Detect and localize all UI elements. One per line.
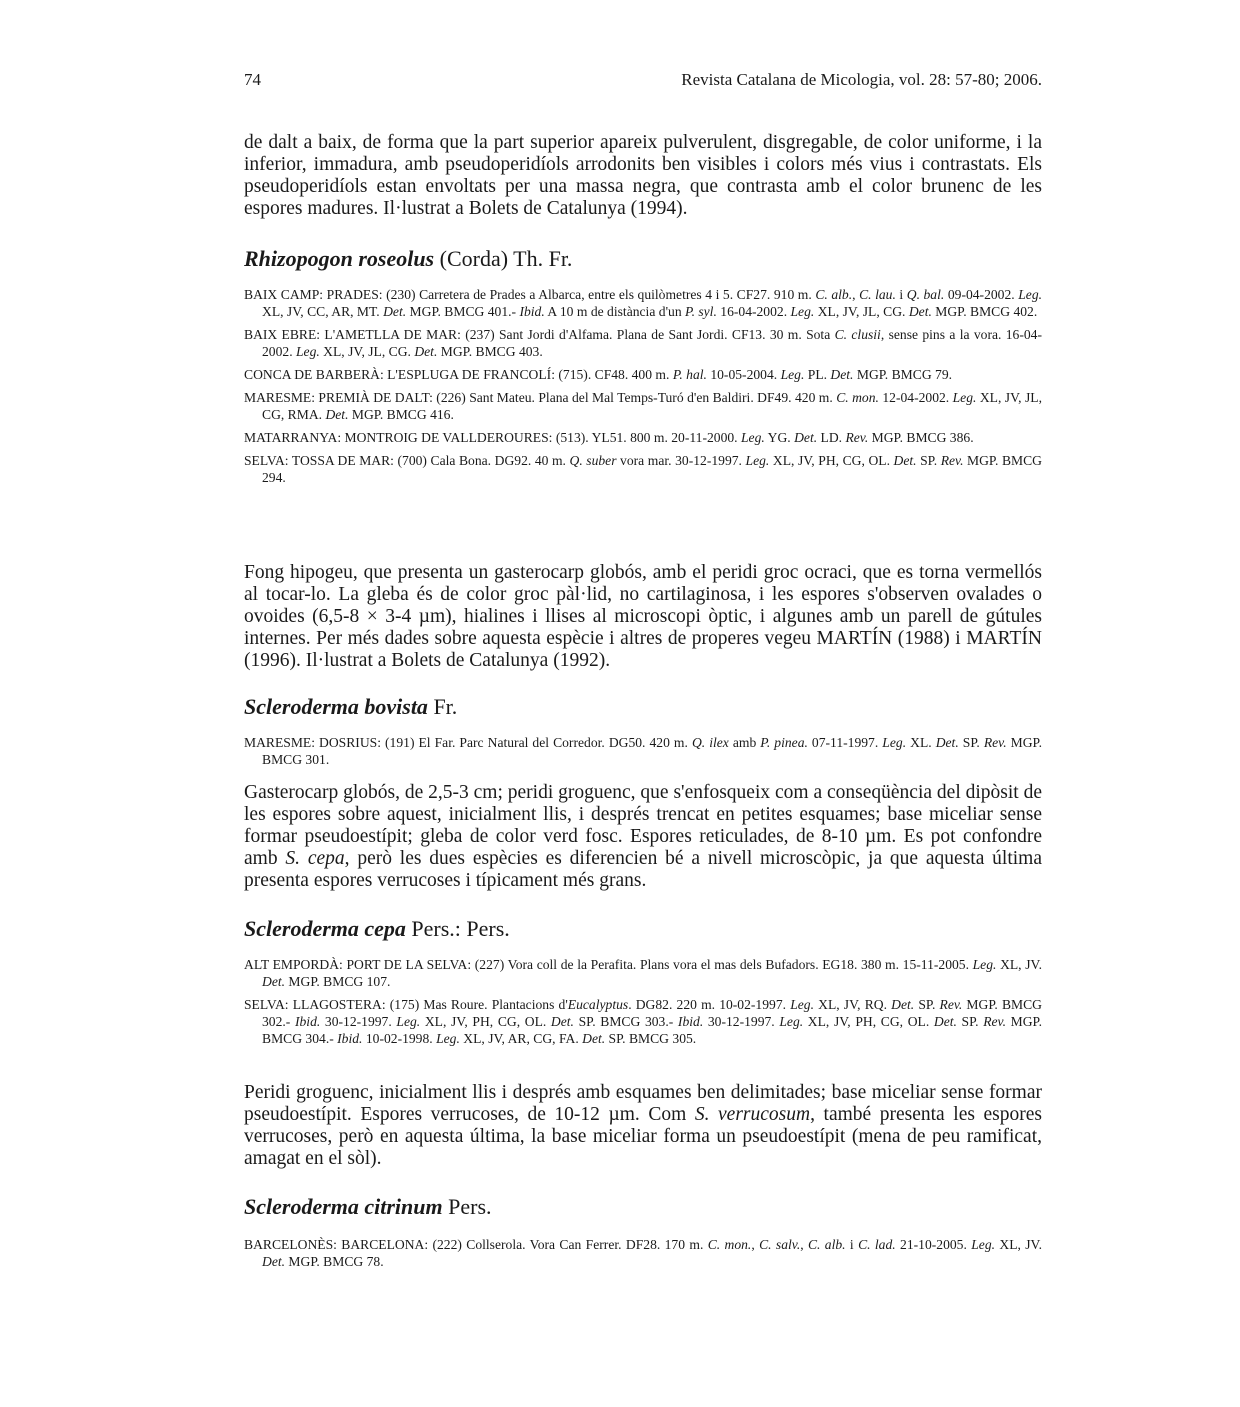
italic-text: Leg.: [295, 344, 320, 359]
text-run: XL, JV.: [996, 957, 1042, 972]
italic-text: Eucalyptus: [567, 997, 629, 1012]
italic-text: Rev.: [940, 453, 964, 468]
species-name: Scleroderma citrinum: [244, 1194, 443, 1219]
text-run: 10-02-1998.: [362, 1031, 437, 1046]
italic-text: Leg.: [790, 304, 815, 319]
text-run: XL, JV.: [995, 1237, 1043, 1252]
italic-text: Leg.: [396, 1014, 421, 1029]
species-author: Pers.: Pers.: [405, 916, 510, 941]
text-run: BAIX EBRE: L'AMETLLA DE MAR: (237) Sant Jordi d'Alfama. Plana de Sant Jordi. CF13. 30 m. Sota: [244, 327, 835, 342]
italic-text: C. alb.: [807, 1237, 846, 1252]
italic-text: S. verrucosum: [694, 1104, 811, 1125]
text-run: SP.: [958, 735, 984, 750]
text-run: 10-05-2004.: [706, 367, 781, 382]
specimen-record: [244, 996, 1042, 1047]
running-title: Revista Catalana de Micologia, vol. 28: 57-80; 2006.: [681, 70, 1042, 89]
text-run: MGP. BMCG 78.: [285, 1254, 384, 1269]
text-run: 09-04-2002.: [944, 287, 1019, 302]
specimen-record: [244, 956, 1042, 990]
body-paragraph: [244, 1082, 1042, 1170]
text-run: Gasterocarp globós, de 2,5-3 cm; peridi groguenc, que s'enfosqueix com a conseqüència del dipòsit de les espores sobre aquest, inicialment llis, i després trencat en petites esquames; base miceliar sense formar pseudoestípit; gleba de color verd fosc. Espores reticulades, de 8-10 µm. Es pot confondre amb: [244, 782, 1042, 869]
text-run: ALT EMPORDÀ: PORT DE LA SELVA: (227) Vora coll de la Perafita. Plans vora el mas dels Bufadors. EG18. 380 m. 15-11-2005.: [244, 957, 973, 972]
specimen-record: [244, 366, 1042, 383]
italic-text: Leg.: [972, 957, 997, 972]
text-run: ,: [852, 287, 860, 302]
text-run: LD.: [817, 430, 846, 445]
text-run: PL.: [804, 367, 831, 382]
text-run: 16-04-2002.: [716, 304, 791, 319]
text-run: MARESME: PREMIÀ DE DALT: (226) Sant Mateu. Plana del Mal Temps-Turó d'en Baldiri. DF49. 420 m.: [244, 390, 837, 405]
text-run: MGP. BMCG 302.-: [262, 997, 1042, 1029]
text-run: BARCELONÈS: BARCELONA: (222) Collserola. Vora Can Ferrer. DF28. 170 m.: [244, 1237, 708, 1252]
species-heading-scleroderma-cepa: [244, 916, 1042, 942]
text-run: 30-12-1997.: [320, 1014, 397, 1029]
text-run: SP.: [916, 453, 941, 468]
italic-text: C. salv.: [759, 1237, 801, 1252]
text-run: MGP. BMCG 304.-: [262, 1014, 1042, 1046]
text-run: MGP. BMCG 386.: [868, 430, 974, 445]
text-run: , també presenta les espores verrucoses, però en aquesta última, la base miceliar forma un pseudoestípit (mena de peu ramificat, amagat en el sòl).: [244, 1104, 1042, 1169]
text-run: SP.: [956, 1014, 984, 1029]
text-run: XL, JV, JL, CG.: [319, 344, 415, 359]
italic-text: Det.: [935, 735, 959, 750]
text-run: ,: [800, 1237, 808, 1252]
text-run: MGP. BMCG 401.-: [406, 304, 520, 319]
text-run: SP. BMCG 303.-: [573, 1014, 678, 1029]
italic-text: Q. bal.: [906, 287, 945, 302]
text-run: SELVA: TOSSA DE MAR: (700) Cala Bona. DG92. 40 m.: [244, 453, 570, 468]
text-run: MGP. BMCG 294.: [262, 453, 1042, 485]
text-run: . DG82. 220 m. 10-02-1997.: [628, 997, 791, 1012]
text-run: XL, JV, RQ.: [813, 997, 892, 1012]
italic-text: Leg.: [882, 735, 907, 750]
text-run: XL, JV, PH, CG, OL.: [420, 1014, 551, 1029]
specimen-record: [244, 389, 1042, 423]
intro-paragraph: [244, 132, 1042, 220]
text-run: MGP. BMCG 301.: [262, 735, 1042, 767]
italic-text: C. mon.: [707, 1237, 752, 1252]
text-run: XL.: [906, 735, 936, 750]
italic-text: Det.: [325, 407, 349, 422]
text-run: amb: [728, 735, 761, 750]
text-run: MARESME: DOSRIUS: (191) El Far. Parc Natural del Corredor. DG50. 420 m.: [244, 735, 692, 750]
body-paragraph: [244, 782, 1042, 892]
italic-text: Det.: [550, 1014, 574, 1029]
italic-text: Ibid.: [519, 304, 545, 319]
text-run: MGP. BMCG 416.: [348, 407, 454, 422]
description-scleroderma-cepa: [244, 1082, 1042, 1170]
text-run: XL, JV, JL, CG.: [814, 304, 909, 319]
italic-text: Rev.: [845, 430, 869, 445]
italic-text: Leg.: [952, 390, 977, 405]
text-run: Fong hipogeu, que presenta un gasterocarp globós, amb el peridi groc ocraci, que es torna vermellós al tocar-lo. La gleba és de color groc pàl·lid, no cartilaginosa, i les espores s'observen ovalades o ovoides (6,5-8 × 3-4 µm), hialines i llises al microscopi òptic, i algunes amb un parell de gútules internes. Per més dades sobre aquesta espècie i altres de properes vegeu MARTÍN (1988) i MARTÍN (1996). Il·lustrat a Bolets de Catalunya (1992).: [244, 562, 1042, 671]
records-scleroderma-bovista: [244, 734, 1042, 768]
text-run: YG.: [764, 430, 795, 445]
italic-text: Det.: [414, 344, 438, 359]
text-run: MGP. BMCG 403.: [437, 344, 543, 359]
italic-text: Leg.: [971, 1237, 996, 1252]
italic-text: C. clusii: [834, 327, 881, 342]
text-run: MGP. BMCG 107.: [285, 974, 391, 989]
italic-text: Det.: [582, 1031, 606, 1046]
text-run: SP. BMCG 305.: [605, 1031, 697, 1046]
italic-text: Det.: [830, 367, 854, 382]
italic-text: Ibid.: [337, 1031, 363, 1046]
italic-text: Det.: [908, 304, 932, 319]
italic-text: S. cepa: [285, 848, 345, 869]
italic-text: P. pinea.: [760, 735, 808, 750]
text-run: , sense pins a la vora. 16-04-2002.: [262, 327, 1042, 359]
italic-text: Det.: [891, 997, 915, 1012]
body-paragraph: [244, 562, 1042, 672]
records-scleroderma-cepa: [244, 956, 1042, 1047]
records-rhizopogon-roseolus: [244, 286, 1042, 486]
specimen-record: [244, 1236, 1042, 1270]
text-run: MATARRANYA: MONTROIG DE VALLDEROURES: (513). YL51. 800 m. 20-11-2000.: [244, 430, 741, 445]
italic-text: Leg.: [780, 367, 805, 382]
italic-text: Det.: [262, 974, 286, 989]
italic-text: C. mon.: [836, 390, 879, 405]
species-name: Scleroderma bovista: [244, 694, 428, 719]
text-run: XL, JV, CC, AR, MT.: [262, 304, 384, 319]
specimen-record: [244, 326, 1042, 360]
italic-text: Det.: [893, 453, 917, 468]
species-name: Scleroderma cepa: [244, 916, 406, 941]
text-run: SP.: [914, 997, 940, 1012]
italic-text: Leg.: [745, 453, 770, 468]
italic-text: Rev.: [939, 997, 963, 1012]
italic-text: Ibid.: [677, 1014, 704, 1029]
italic-text: P. hal.: [672, 367, 707, 382]
species-heading-rhizopogon-roseolus: [244, 246, 1042, 272]
text-run: i: [895, 287, 907, 302]
italic-text: Leg.: [436, 1031, 460, 1046]
text-run: XL, JV, JL, CG, RMA.: [262, 390, 1042, 422]
text-run: Peridi groguenc, inicialment llis i després amb esquames ben delimitades; base miceliar sense formar pseudoestípit. Espores verrucoses, de 10-12 µm. Com: [244, 1082, 1042, 1125]
italic-text: Leg.: [779, 1014, 804, 1029]
italic-text: Leg.: [790, 997, 814, 1012]
description-scleroderma-bovista: [244, 782, 1042, 892]
species-name: Rhizopogon roseolus: [244, 246, 435, 271]
italic-text: Q. suber: [569, 453, 617, 468]
text-run: 30-12-1997.: [703, 1014, 780, 1029]
text-run: XL, JV, PH, CG, OL.: [769, 453, 894, 468]
italic-text: Leg.: [740, 430, 765, 445]
italic-text: C. lau.: [859, 287, 896, 302]
description-rhizopogon-roseolus: [244, 562, 1042, 672]
text-run: i: [845, 1237, 859, 1252]
text-run: , però les dues espècies es diferencien bé a nivell microscòpic, ja que aquesta última presenta espores verrucoses i típicament més grans.: [244, 848, 1043, 891]
species-heading-scleroderma-citrinum: [244, 1194, 1042, 1220]
italic-text: C. lad.: [858, 1237, 896, 1252]
text-run: SELVA: LLAGOSTERA: (175) Mas Roure. Plantacions d': [244, 997, 568, 1012]
text-run: BAIX CAMP: PRADES: (230) Carretera de Prades a Albarca, entre els quilòmetres 4 i 5. CF27. 910 m.: [244, 287, 816, 302]
text-run: ,: [751, 1237, 760, 1252]
italic-text: Q. ilex: [691, 735, 729, 750]
species-author: (Corda) Th. Fr.: [434, 246, 573, 271]
text-run: 21-10-2005.: [895, 1237, 972, 1252]
italic-text: Rev.: [983, 735, 1007, 750]
text-run: de dalt a baix, de forma que la part superior apareix pulverulent, disgregable, de color uniforme, i la inferior, immadura, amb pseudoperidíols arrodonits ben visibles i colors més vius i contrastats. Els pseudoperidíols estan envoltats per una massa negra, que contrasta amb el color brunenc de les espores madures. Il·lustrat a Bolets de Catalunya (1994).: [244, 132, 1042, 219]
italic-text: Det.: [933, 1014, 957, 1029]
page-number: 74: [244, 70, 261, 89]
text-run: 12-04-2002.: [878, 390, 953, 405]
italic-text: Det.: [794, 430, 818, 445]
records-scleroderma-citrinum: [244, 1236, 1042, 1270]
text-run: MGP. BMCG 402.: [931, 304, 1038, 319]
italic-text: Det.: [383, 304, 407, 319]
text-run: XL, JV, PH, CG, OL.: [803, 1014, 934, 1029]
species-heading-scleroderma-bovista: [244, 694, 1042, 720]
text-run: MGP. BMCG 79.: [853, 367, 953, 382]
italic-text: C. alb.: [815, 287, 853, 302]
italic-text: P. syl.: [685, 304, 717, 319]
italic-text: Rev.: [983, 1014, 1006, 1029]
text-run: XL, JV, AR, CG, FA.: [459, 1031, 583, 1046]
specimen-record: [244, 734, 1042, 768]
specimen-record: [244, 452, 1042, 486]
text-run: CONCA DE BARBERÀ: L'ESPLUGA DE FRANCOLÍ: (715). CF48. 400 m.: [244, 367, 673, 382]
species-author: Pers.: [442, 1194, 492, 1219]
specimen-record: [244, 429, 1042, 446]
italic-text: Det.: [262, 1254, 286, 1269]
text-run: 07-11-1997.: [807, 735, 883, 750]
body-paragraph: [244, 132, 1042, 220]
italic-text: Ibid.: [294, 1014, 321, 1029]
italic-text: Leg.: [1018, 287, 1043, 302]
text-run: A 10 m de distància d'un: [544, 304, 686, 319]
species-author: Fr.: [427, 694, 458, 719]
text-run: vora mar. 30-12-1997.: [616, 453, 746, 468]
specimen-record: [244, 286, 1042, 320]
